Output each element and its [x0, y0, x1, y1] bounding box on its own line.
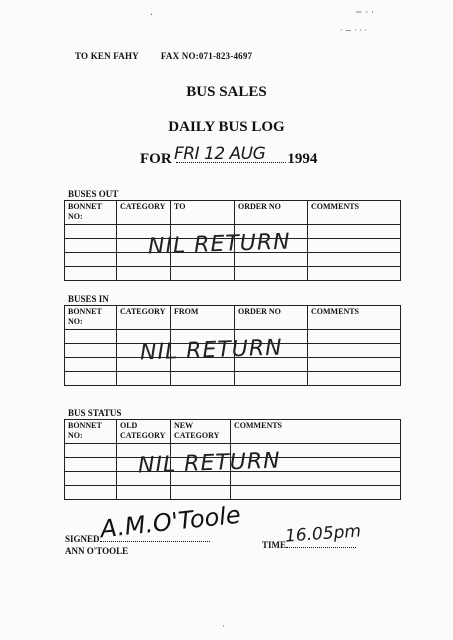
fax-number: FAX NO:071-823-4697 [160, 51, 253, 61]
handwritten-entry: NIL RETURN [147, 229, 292, 260]
column-header: BONNET NO: [65, 306, 117, 330]
column-header: FROM [171, 306, 235, 330]
column-header: CATEGORY [117, 306, 171, 330]
handwritten-time: 16.05pm [284, 521, 362, 547]
column-header: BONNET NO: [65, 201, 117, 225]
handwritten-entry: NIL RETURN [137, 448, 282, 479]
column-header: ORDER NO [235, 201, 308, 225]
column-header: NEW CATEGORY [171, 420, 231, 444]
scan-speck: · [222, 622, 225, 632]
fax-header-marks: · ~ · · · [340, 26, 368, 35]
table-row [65, 486, 401, 500]
date-line [140, 144, 318, 168]
fax-header-marks: · [150, 10, 154, 21]
buses-out-label: BUSES OUT [68, 189, 119, 199]
buses-in-label: BUSES IN [68, 294, 109, 304]
fax-header-marks: ~ · · [355, 8, 374, 18]
bus-status-label: BUS STATUS [68, 408, 122, 418]
signer-name: ANN O'TOOLE [65, 546, 129, 556]
signature: A.M.O'Toole [98, 500, 242, 544]
time-label: TIME [262, 540, 287, 550]
column-header: CATEGORY [117, 201, 171, 225]
document-subtitle: DAILY BUS LOG [168, 119, 285, 135]
year: 1994 [287, 151, 318, 167]
signed-label: SIGNED [65, 534, 100, 544]
column-header: OLD CATEGORY [117, 420, 171, 444]
column-header: COMMENTS [308, 201, 401, 225]
column-header: TO [171, 201, 235, 225]
column-header: COMMENTS [231, 420, 401, 444]
handwritten-entry: NIL RETURN [139, 335, 284, 366]
document-title: BUS SALES [186, 84, 267, 100]
handwritten-date: FRI 12 AUG [174, 144, 266, 164]
fax-recipient-line [75, 51, 252, 61]
column-header: COMMENTS [308, 306, 401, 330]
recipient: TO KEN FAHY [75, 51, 139, 61]
table-row [65, 372, 401, 386]
column-header: BONNET NO: [65, 420, 117, 444]
column-header: ORDER NO [235, 306, 308, 330]
for-label: FOR [140, 151, 172, 167]
table-row [65, 267, 401, 281]
